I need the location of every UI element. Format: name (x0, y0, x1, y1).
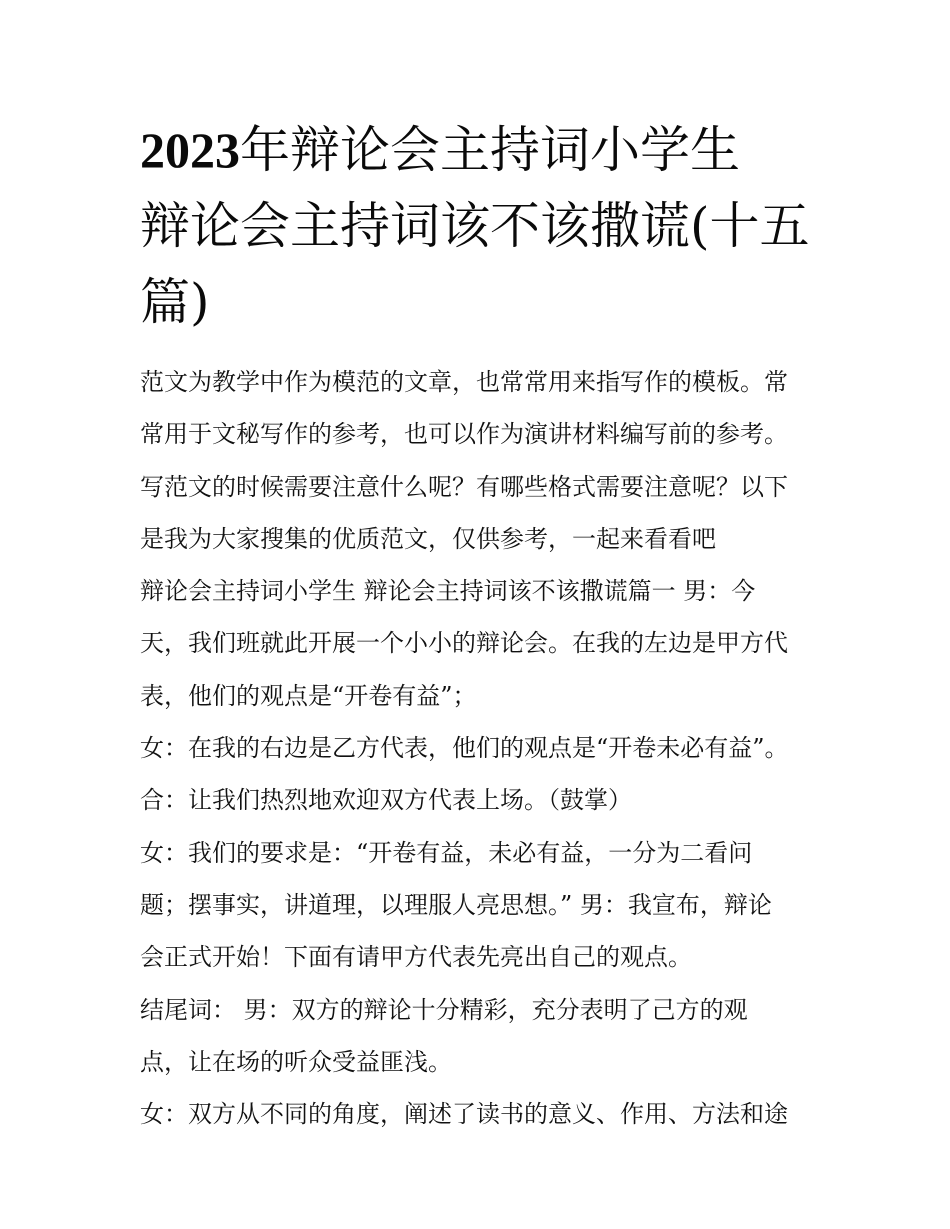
document-title (140, 112, 830, 340)
body-line: 点，让在场的听众受益匪浅。 (140, 1047, 452, 1076)
body-line: 表，他们的观点是“开卷有益”； (140, 681, 477, 710)
body-line: 会正式开始！下面有请甲方代表先亮出自己的观点。 (140, 943, 692, 972)
body-line: 女：在我的右边是乙方代表，他们的观点是“开卷未必有益”。 (140, 734, 789, 763)
body-line: 常用于文秘写作的参考，也可以作为演讲材料编写前的参考。 (140, 420, 788, 449)
body-line: 辩论会主持词小学生 辩论会主持词该不该撒谎篇一 男：今 (140, 577, 756, 606)
title-line-1-text: 年辩论会主持词小学生 (240, 121, 740, 179)
title-line-3: 篇) (140, 273, 210, 331)
title-line-1 (140, 112, 830, 188)
title-year: 2023 (140, 122, 240, 178)
body-line: 题；摆事实，讲道理，以理服人亮思想。” 男：我宣布，辩论 (140, 890, 772, 919)
body-line: 范文为教学中作为模范的文章，也常常用来指写作的模板。常 (140, 368, 788, 396)
body-line: 女：双方从不同的角度，阐述了读书的意义、作用、方法和途 (140, 1100, 788, 1129)
body-line: 结尾词： 男：双方的辩论十分精彩，充分表明了己方的观 (140, 995, 748, 1024)
body-line: 天，我们班就此开展一个小小的辩论会。在我的左边是甲方代 (140, 629, 788, 658)
document-body (140, 356, 830, 1140)
body-line: 合：让我们热烈地欢迎双方代表上场。（鼓掌） (140, 786, 632, 815)
body-line: 是我为大家搜集的优质范文，仅供参考，一起来看看吧 (140, 524, 716, 553)
body-line: 女：我们的要求是：“开卷有益，未必有益，一分为二看问 (140, 838, 753, 867)
title-line-2: 辩论会主持词该不该撒谎(十五 (140, 197, 810, 255)
body-line: 写范文的时候需要注意什么呢？有哪些格式需要注意呢？以下 (140, 472, 788, 501)
